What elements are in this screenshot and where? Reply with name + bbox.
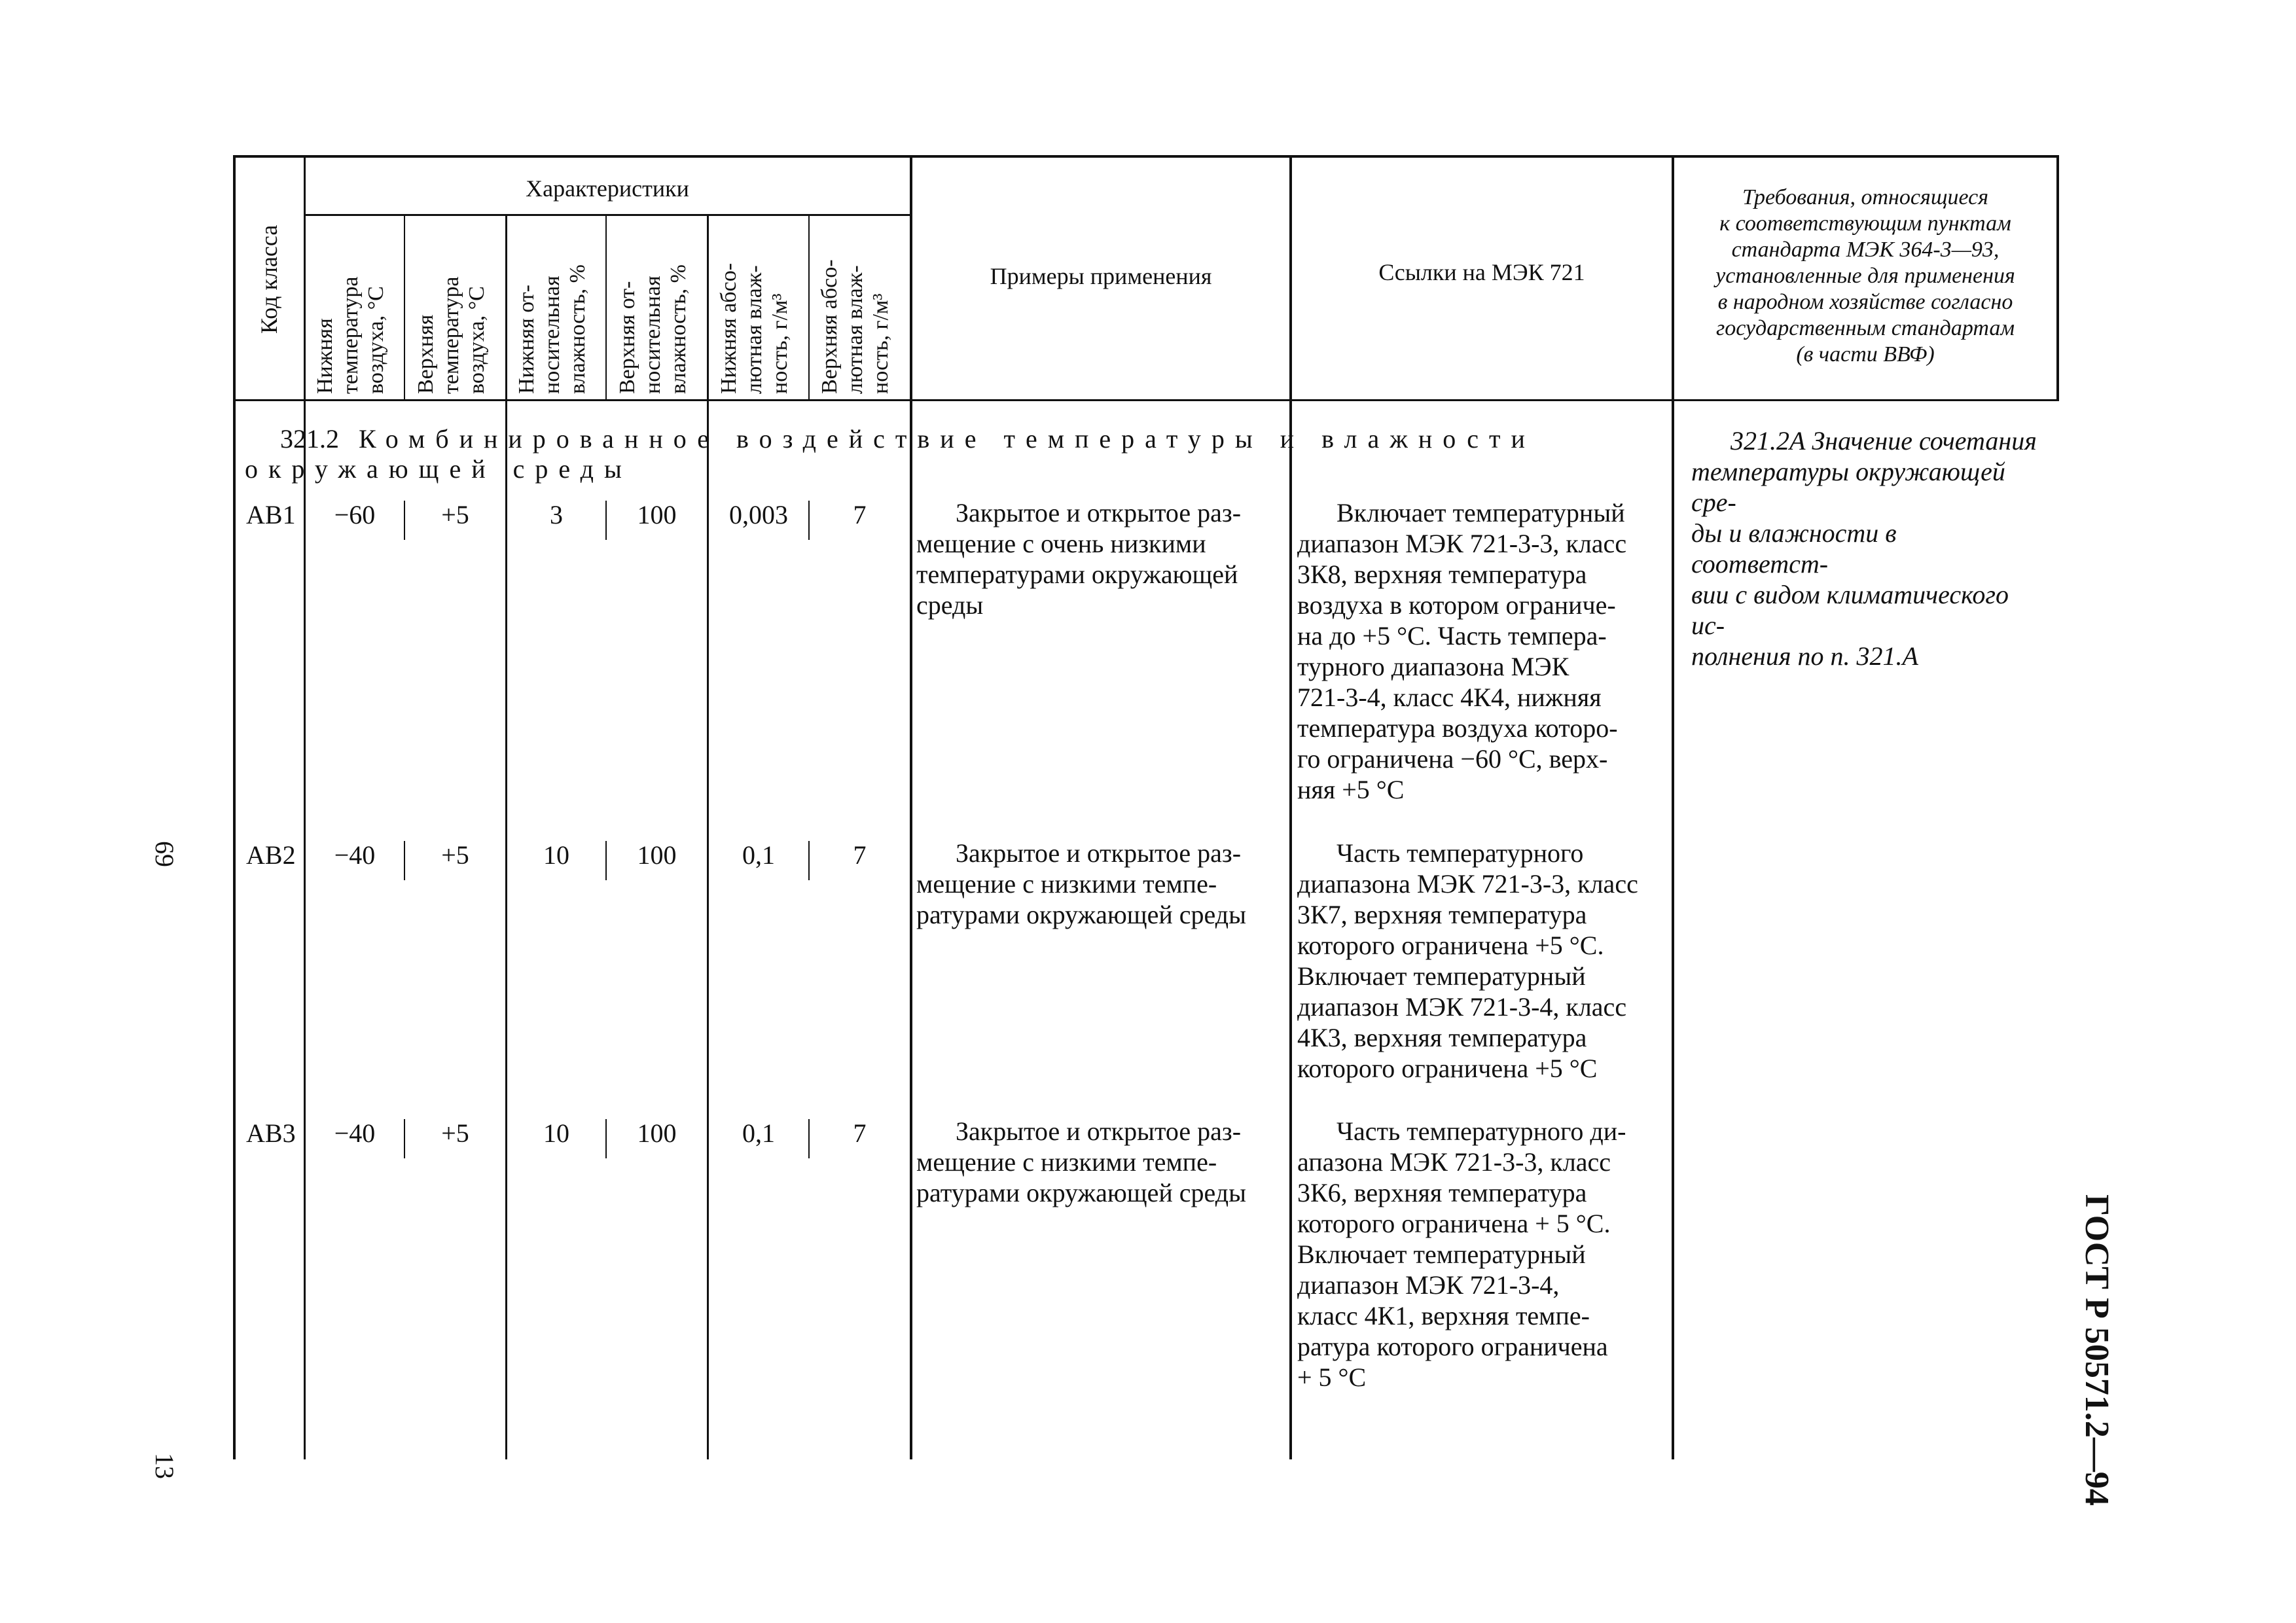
example-text: Закрытое и открытое раз- мещение с низкими темпе- ратурами окружающей среды bbox=[916, 838, 1246, 929]
standard-code: ГОСТ Р 50571.2—94 bbox=[2078, 1194, 2115, 1506]
class-code: АВ3 bbox=[246, 1118, 296, 1148]
header-characteristics: Характеристики bbox=[526, 175, 689, 202]
section-note: 321.2А Значение сочетания температуры окружающей сре- ды и влажности в соответст- вии с видом климатического ис- полнения по п. 321.А bbox=[1691, 426, 2037, 671]
header-requirements: Требования, относящиеся к соответствующим пунктам стандарта МЭК 364-3—93, установленные для применения в народном хозяйстве согласно государственным стандартам (в части ВВФ) bbox=[1715, 185, 2015, 366]
document-page: 69 13 ГОСТ Р 50571.2—94 Код класса Характеристики Нижняя температура воздуха, °С Верхняя температура воздуха, °С Нижняя от- носительная влажность, % Верхняя от- носительная влажность, % Нижняя абсо- лютная влаж- ность, г/м³ Верхняя абсо- лютная влаж- ность, г/м³ Примеры применения Ссылки на МЭК 721 Требования, относящиеся к соответствующим пунктам стандарта МЭК 364-3—93, установленные для применения в народном хозяйстве согласно государственным стандартам (в части ВВФ) 321.2 Комбинированное воздействие температуры и влажности окружающей среды 321.2А Значение сочетания температуры окружающей сре- ды и влажности в соответст- вии с видом климатического ис- полнения по п. 321.А АВ1 −60 +5 3 100 0,003 7 Закрытое и открытое раз- мещение с очень низкими температурами окружающей среды Включает температурный диапазон МЭК 721-3-3, класс 3К8, верхняя температура воздуха в котором ограниче- на до +5 °С. Часть темпера- турного диапазона МЭК 721-3-4, класс 4К4, нижняя температура воздуха которо- го ограничена −60 °С, верх- няя +5 °С АВ2 −40 +5 10 100 0,1 7 Закрытое и открытое раз- мещение с низкими темпе- ратурами окружающей среды Часть температурного диапазона МЭК 721-3-3, класс 3К7, верхняя температура которого ограничена +5 °С. Включает температурный диапазон МЭК 721-3-4, класс 4К3, верхняя температура которого ограничена +5 °С АВ3 −40 +5 10 100 0,1 7 Закрытое и открытое раз- мещение с низкими темпе- ратурами окружающей среды Часть температурного ди- апазона МЭК 721-3-3, класс 3К6, верхняя температура которого ограничена + 5 °С. Включает температурный диапазон МЭК 721-3-4, класс 4К1, верхняя темпе- ратура которого ограничена + 5 °С bbox=[0, 0, 2296, 1623]
class-code: АВ2 bbox=[246, 840, 296, 870]
page-number-bottom: 13 bbox=[150, 1453, 179, 1479]
header-class-code: Код класса bbox=[256, 224, 282, 334]
header-examples: Примеры применения bbox=[990, 263, 1212, 289]
reference-text: Часть температурного диапазона МЭК 721-3-3, класс 3К7, верхняя температура которого ограничена +5 °С. Включает температурный диапазон МЭК 721-3-4, класс 4К3, верхняя температура которого ограничена +5 °С bbox=[1297, 838, 1638, 1083]
class-code: АВ1 bbox=[246, 500, 296, 529]
example-text: Закрытое и открытое раз- мещение с очень низкими температурами окружающей среды bbox=[916, 498, 1242, 620]
reference-text: Часть температурного ди- апазона МЭК 721-3-3, класс 3К6, верхняя температура которого ограничена + 5 °С. Включает температурный диапазон МЭК 721-3-4, класс 4К1, верхняя темпе- ратура которого ограничена + 5 °С bbox=[1297, 1116, 1626, 1392]
header-references: Ссылки на МЭК 721 bbox=[1378, 259, 1585, 285]
example-text: Закрытое и открытое раз- мещение с низкими темпе- ратурами окружающей среды bbox=[916, 1116, 1246, 1207]
reference-text: Включает температурный диапазон МЭК 721-3-3, класс 3К8, верхняя температура воздуха в котором ограниче- на до +5 °С. Часть темпера- турного диапазона МЭК 721-3-4, класс 4К4, нижняя температура воздуха которо- го ограничена −60 °С, верх- няя +5 °С bbox=[1297, 498, 1627, 804]
page-number-top: 69 bbox=[150, 841, 179, 867]
